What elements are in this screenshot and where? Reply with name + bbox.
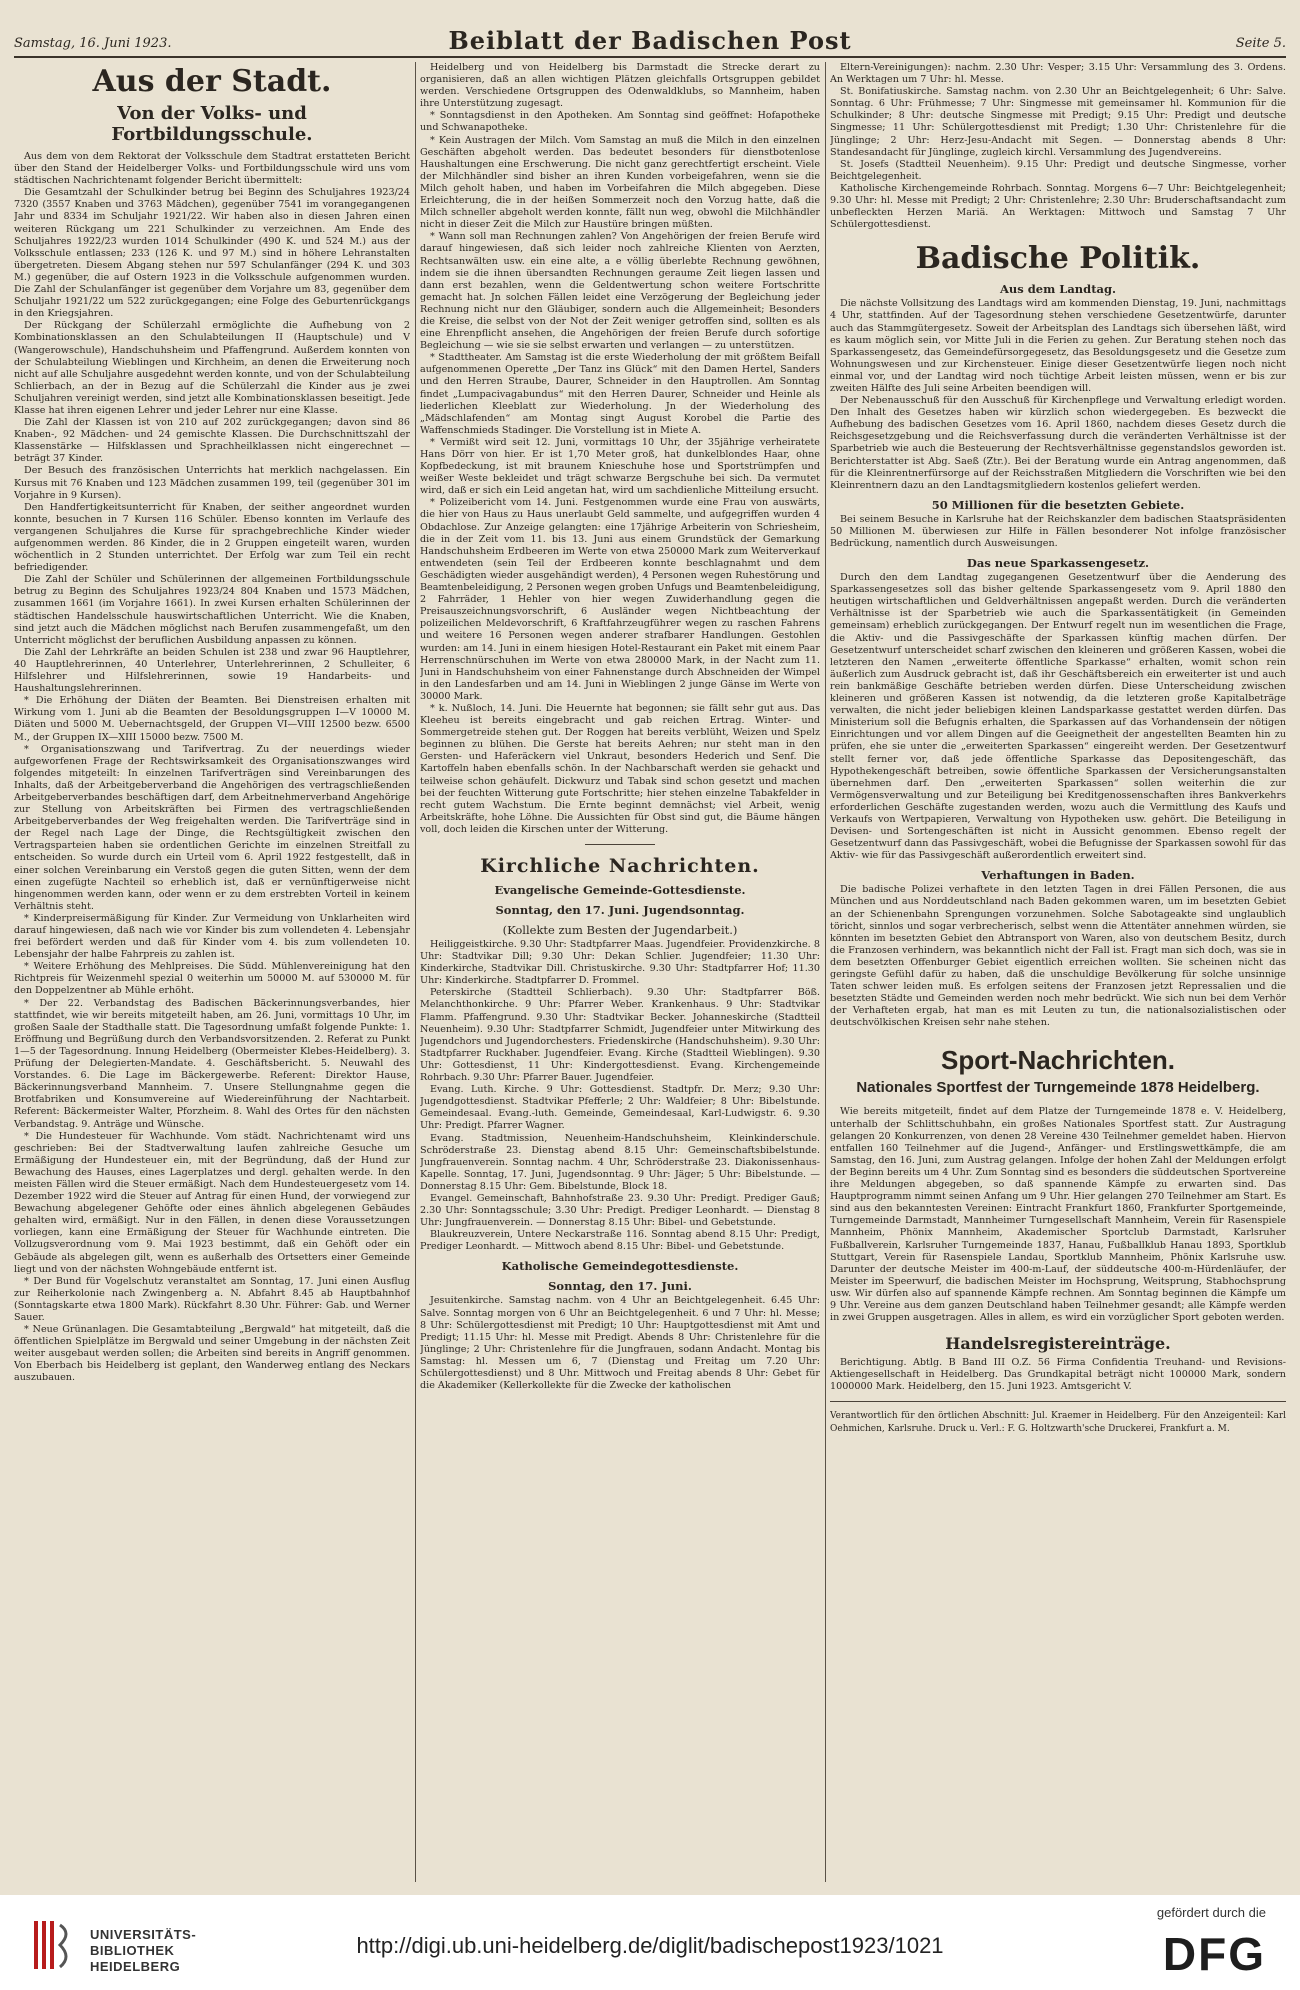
paragraph: Jesuitenkirche. Samstag nachm. von 4 Uhr an Beichtgelegenheit. 6.45 Uhr: Salve. Sonntag morgen von 6 Uhr an Beichtgelegenheit. 6 und 7 Uhr: hl. Messe; 8 Uhr: Schülergottesdienst mit Predigt; 10 Uhr: Hauptgottesdienst mit Amt und Predigt; 11.15 Uhr: hl. Messe mit Predigt. Abends 8 Uhr: Christenlehre für die Jünglinge; 2 Uhr: Christenlehre für die Jungfrauen, sodann Andacht. Montag bis Samstag: hl. Messen um 6, 7 (Dienstag und Freitag um 7.20 Uhr: Schülergottesdienst) und 8 Uhr. Mittwoch und Freitag abends 8 Uhr: Gebet für die Akademiker (Kellerkollekte für die Zwecke der katholischen — [420, 1295, 820, 1392]
catholic-day: Sonntag, den 17. Juni. — [548, 1279, 692, 1294]
paragraph: Die Zahl der Schüler und Schülerinnen der allgemeinen Fortbildungsschule betrug zu Beginn des Schuljahres 1923/24 804 Knaben und 1573 Mädchen, zusammen 1661 (im Vorjahre 1661). In zwei Kursen erhalten Schülerinnen der städtischen Handelsschule hauswirtschaftlichen Unterricht. Wie die Knaben, sind jetzt auch die Mädchen möglichst nach Berufen zusammengefaßt, um den Unterricht möglichst der beruflichen Ausbildung anpassen zu können. — [14, 574, 410, 646]
section-heading-sport: Sport-Nachrichten. — [940, 1045, 1176, 1076]
section-heading-register: Handelsregistereinträge. — [945, 1334, 1171, 1354]
logo-text-line3: HEIDELBERG — [90, 1959, 181, 1974]
column-3 — [830, 62, 1286, 1882]
paragraph: Blaukreuzverein, Untere Neckarstraße 116. Sonntag abend 8.15 Uhr: Predigt, Prediger Leonhardt. — Mittwoch abend 8.15 Uhr: Bibel- und Gebetstunde. — [420, 1229, 820, 1253]
verhaftung-article — [830, 884, 1286, 1029]
viewer-footer — [0, 1895, 1300, 1990]
paragraph: Die badische Polizei verhaftete in den letzten Tagen in drei Fällen Personen, die aus München und aus Norddeutschland nach Baden gekommen waren, um im besetzten Gebiet an der Schienenbahn Sprengungen vorzunehmen. Solche Sabotageakte sind unglaublich töricht, sinnlos und sogar verbrecherisch, selbst wenn die Attentäter annehmen würden, sie könnten im besetzten Gebiet den Abtransport von Waren, also von deutschem Besitz, durch die Franzosen verhindern, was bekanntlich nicht der Fall ist. Fragt man sich doch, was sie in dem besetzten Offenburger Gebiet eigentlich erreichen wollten. Sie scheinen nicht das geringste Gefühl dafür zu haben, daß die unschuldige Bevölkerung für solche unsinnige Taten schwer leiden muß. Es erfolgen seitens der Franzosen jetzt Repressalien und die besetzten Städte und Gemeinden werden noch mehr bedrückt. Wie sich nun bei dem Verhör der Verhafteten ergab, hat man es mit Leuten zu tun, die nationalsozialistischen oder deutschvölkischen Kreisen sehr nahe stehen. — [830, 884, 1286, 1029]
paragraph: Evang. Stadtmission, Neuenheim-Handschuhsheim, Kleinkinderschule. Schröderstraße 23. Dienstag abend 8.15 Uhr: Gemeinschaftsbibelstunde. Jungfrauenverein. Sonntag nachm. 4 Uhr, Schröderstraße 23. Diakonissenhaus-Kapelle. Sonntag, 17. Juni, Jugendsonntag. 9 Uhr: Jäger; 5 Uhr: Bibelstunde. — Donnerstag 8.15 Uhr: Gem. Bibelstunde, Block 18. — [420, 1132, 820, 1192]
paragraph: St. Josefs (Stadtteil Neuenheim). 9.15 Uhr: Predigt und deutsche Singmesse, vorher Beichtgelegenheit. — [830, 158, 1286, 182]
paragraph: * Polizeibericht vom 14. Juni. Festgenommen wurde eine Frau von auswärts, die hier von Haus zu Haus unerlaubt Geld sammelte, und aufgegriffen wurden 4 Obdachlose. Zur Anzeige gelangten: eine 17jährige Arbeiterin von Schriesheim, die in der Zeit vom 11. bis 13. Juni aus einem Grundstück der Gemarkung Handschuhsheim Erdbeeren im Werte von etwa 250000 Mark zum Weiterverkauf entwendeten (sein Teil der Erdbeeren konnte beschlagnahmt und dem Geschädigten wieder ausgehändigt werden), 4 Personen wegen Ruhestörung und Beamtenbeleidigung, 2 Personen wegen groben Unfugs und Beamtenbeleidigung, 2 Fahrräder, 1 Hehler von hier wegen Zuwiderhandlung gegen die Preisauszeichnungsvorschrift, 6 Ausländer wegen Nichtbeachtung der polizeilichen Meldevorschrift, 6 Kraftfahrzeugführer wegen zu raschen Fahrens und weitere 16 Personen wegen anderer strafbarer Handlungen. Gestohlen wurden: am 14. Juni in einem hiesigen Hotel-Restaurant ein Paket mit einem Paar Herrenschnürschuhen im Werte von etwa 280000 Mark, in der Nacht zum 11. Juni in Handschuhsheim von einer Fahnenstange durch Abschneiden der Wimpel in den Landesfarben und am 14. Juni in Wieblingen 2 junge Gänse im Werte von 30000 Mark. — [420, 497, 820, 702]
sponsor-label: gefördert durch die — [1156, 1905, 1266, 1920]
imprint: Verantwortlich für den örtlichen Abschnitt: Jul. Kraemer in Heidelberg. Für den Anzeigenteil: Karl Oehmichen, Karlsruhe. Druck u. Verl.: F. G. Holtzwarth'sche Druckerei, Frankfurt a. M. — [830, 1411, 1286, 1434]
column-rule — [415, 62, 416, 1882]
millionen-title: 50 Millionen für die besetzten Gebiete. — [931, 497, 1185, 512]
sparkasse-article — [830, 572, 1286, 862]
catholic-services-cont — [830, 62, 1286, 231]
paragraph: Wie bereits mitgeteilt, findet auf dem Platze der Turngemeinde 1878 e. V. Heidelberg, unterhalb der Schlittschuhbahn, ein großes Nationales Sportfest statt. Zur Austragung gelangen 20 Konkurrenzen, von denen 28 Vereine 430 Teilnehmer gemeldet haben. Hiervon entfallen 160 Teilnehmer auf die Jugend-, Anfänger- und Erstlingswettkämpfe, die am Samstag, den 16. Juni, zum Austrag gelangen. Infolge der hohen Zahl der Meldungen erfolgt der Beginn bereits um 4 Uhr. Zum Sonntag sind es besonders die süddeutschen Sportvereine ihre Meldungen abgegeben, so daß spannende Kämpfe zu erwarten sind. Das Hauptprogramm nimmt seinen Anfang um 9 Uhr. Hier gelangen 270 Teilnehmer am Start. Es sind aus den bekanntesten Vereinen: Eintracht Frankfurt 1860, Frankfurter Sportgemeinde, Turngemeinde Darmstadt, Mannheimer Turngesellschaft Mannheim, Verein für Rasenspiele Mannheim, Phönix Mannheim, Akademischer Sportclub Darmstadt, Karlsruher Fußballverein, Karlsruher Turngemeinde 1837, Hanau, Fußballklub Hanau 1893, Sportklub Stuttgart, Verein für Rasenspiele Landau, Sportklub Mannheim, Phönix Karlsruhe usw. Darunter der deutsche Meister im 400-m-Lauf, der süddeutsche 400-m-Hürdenläufer, der Meister im Speerwurf, die badischen Meister im Hochsprung, Weitsprung, Stabhochsprung usw. Wir dürfen also auf spannende Kämpfe rechnen. Am Sonntag beginnen die Kämpfe um 9 Uhr. Vereine aus dem ganzen Deutschland haben Teilnehmer gesandt; alle Kämpfe werden in zwei Gruppen ausgetragen. Alles in allem, es wird ein vorzüglicher Sport geboten werden. — [830, 1106, 1286, 1324]
paragraph: * Neue Grünanlagen. Die Gesamtabteilung „Bergwald“ hat mitgeteilt, daß die öffentlichen Spielplätze im Bergwald und seiner Umgebung in der nächsten Zeit weiter ausgebaut werden sollen; die Arbeiten sind bereits in Angriff genommen. Von Eberbach bis Heidelberg ist geplant, den Wanderweg entlang des Neckars auszubauen. — [14, 1324, 410, 1384]
paragraph: * Die Hundesteuer für Wachhunde. Vom städt. Nachrichtenamt wird uns geschrieben: Bei der Stadtverwaltung laufen zahlreiche Gesuche um Ermäßigung der Hundesteuer ein, mit der Begründung, daß der Hund zur Bewachung des Hauses, eines Lagerplatzes und dergl. gehalten werde. In den meisten Fällen wird die Steuer ermäßigt. Nach dem Hundesteuergesetz vom 14. Dezember 1922 wird die Steuer auf Antrag für einen Hund, der vorwiegend zur Bewachung abgelegener Gehöfte oder eines ähnlich abgelegenen Gebäudes gehalten wird, ermäßigt. Nur in den Fällen, in denen diese Voraussetzungen vorliegen, kann eine Ermäßigung der Steuer für Wachhunde eintreten. Die Vollzugsverordnung vom 9. Mai 1923 bestimmt, daß ein Gehöft oder ein Gebäude als abgelegen gilt, wenn es außerhalb des Ortsetters einer Gemeinde liegt und von der nächsten Wohngebäude entfernt ist. — [14, 1130, 410, 1275]
paragraph: * Wann soll man Rechnungen zahlen? Von Angehörigen der freien Berufe wird darauf hingewiesen, daß sich leider noch zahlreiche Klienten von Aerzten, Rechtsanwälten usw. ein eine alte, a e völlig überlebte Rechnung gewöhnen, indem sie die ihnen übersandten Rechnungen geraume Zeit liegen lassen und dann erst bezahlen, wenn die Geldentwertung schon weitere Fortschritte gemacht hat. Jn solchen Fällen leidet eine Verzögerung der Begleichung jeder Rechnung nicht nur den Gläubiger, sondern auch die Allgemeinheit; Besonders die Kreise, die selbst von der Not der Zeit weniger getroffen sind, sollten es als eine Ehrenpflicht ansehen, die Angehörigen der freien Berufe durch sofortige Begleichung — wie sie sie selbst erwarten und verlangen — zu unterstützen. — [420, 231, 820, 352]
paragraph: Evangel. Gemeinschaft, Bahnhofstraße 23. 9.30 Uhr: Predigt. Prediger Gauß; 2.30 Uhr: Sonntagsschule; 3.30 Uhr: Predigt. Prediger Leonhardt. — Dienstag 8 Uhr: Jungfrauenverein. — Donnerstag 8.15 Uhr: Bibel- und Gebetstunde. — [420, 1192, 820, 1229]
article-title-schools: Von der Volks- und Fortbildungsschule. — [111, 103, 313, 145]
article-body — [14, 151, 410, 1385]
paragraph: Die Zahl der Klassen ist von 210 auf 202 zurückgegangen; davon sind 86 Knaben-, 92 Mädchen- und 24 gemischte Klassen. Die Durchschnittszahl der Klassenstärke — Hilfsklassen und Sprachheilklassen nicht eingerechnet — beträgt 37 Kinder. — [14, 417, 410, 465]
document-url[interactable]: http://digi.ub.uni-heidelberg.de/diglit/badischepost1923/1021 — [356, 1933, 944, 1958]
paragraph: Der Rückgang der Schülerzahl ermöglichte die Aufhebung von 2 Kombinationsklassen an den Schulabteilungen II (Hauptschule) und V (Wangerowschule), Handschuhsheim und Pfaffengrund. Außerdem konnten von der Schulabteilung Wieblingen und Kirchheim, an denen die Erweiterung noch nicht auf alle Schuljahre ausgedehnt werden konnte, und von der Schulabteilung Schlierbach, an der in Bezug auf die Schülerzahl die Kinder aus je zwei Schuljahren vereinigt werden, sind jetzt alle Kombinationsklassen beseitigt. Jede Klasse hat ihren eigenen Lehrer und jeder Lehrer nur eine Klasse. — [14, 320, 410, 416]
church-subheading: Evangelische Gemeinde-Gottesdienste. — [494, 883, 746, 897]
paragraph: Peterskirche (Stadtteil Schlierbach). 9.30 Uhr: Stadtpfarrer Böß. Melanchthonkirche. 9 Uhr: Pfarrer Weber. Krankenhaus. 9 Uhr: Stadtvikar Flamm. Pfaffengrund. 9.30 Uhr: Stadtvikar Becker. Johanneskirche (Stadtteil Neuenheim). 9.30 Uhr: Stadtpfarrer Schmidt, Jugendfeier unter Mitwirkung des Jugendchors und Jugendorchesters. Friedenskirche (Handschuhsheim). 9.30 Uhr: Stadtpfarrer Ruckhaber. Jugendfeier. Evang. Kirche (Stadtteil Wieblingen). 9.30 Uhr: Gottesdienst, 11 Uhr: Kindergottesdienst. Evang. Kirchengemeinde Rohrbach. 9.30 Uhr: Pfarrer Bauer. Jugendfeier. — [420, 987, 820, 1084]
paragraph: Heiliggeistkirche. 9.30 Uhr: Stadtpfarrer Maas. Jugendfeier. Providenzkirche. 8 Uhr: Stadtvikar Dill; 9.30 Uhr: Dekan Schlier. Jugendfeier; 11.30 Uhr: Kinderkirche, Stadtvikar Dill. Christuskirche. 9.30 Uhr: Stadtpfarrer Hof; 11.30 Uhr: Kinderkirche. Stadtpfarrer D. Frommel. — [420, 939, 820, 987]
column-1 — [14, 62, 410, 1882]
logo-text-line2: BIBLIOTHEK — [90, 1943, 175, 1958]
page-header — [14, 22, 1286, 58]
paragraph: Aus dem von dem Rektorat der Volksschule dem Stadtrat erstatteten Bericht über den Stand der Heidelberger Volks- und Fortbildungsschule wird uns vom städtischen Nachrichtenamt folgender Bericht übermittelt: — [14, 151, 410, 187]
landtag-title: Aus dem Landtag. — [999, 282, 1117, 297]
paragraph: Der Nebenausschuß für den Ausschuß für Kirchenpflege und Verwaltung erledigt worden. Den Inhalt des Gesetzes haben wir kürzlich schon wiedergegeben. Es bezweckt die Aufhebung des badischen Gesetzes vom 16. April 1860, nachdem dieses Gesetz durch die Reichsgesetzgebung und die Reichsverfassung durch die veränderten Verhältnisse ist der Sparbetrieb wie auch die Besteuerung der Rechtsverhältnisse gegenstandslos geworden ist. Berichterstatter ist Abg. Saeß (Ztr.). Bei der Beratung wurde ein Antrag angenommen, daß für die Kleinrentnerfürsorge auf der Reichsstraßen Mitgliedern die Vorschriften wie bei den Kleinrentnern dazu an den Landtagsmitgliedern kostenlos geliefert werden. — [830, 395, 1286, 491]
church-services — [420, 939, 820, 1253]
paragraph: * Kein Austragen der Milch. Vom Samstag an muß die Milch in den einzelnen Geschäften abgeholt werden. Das bedeutet besonders für dienstbotenlose Haushaltungen eine Erschwerung. Die nicht ganz gerechtfertigt erscheint. Viele der Milchhändler sind bisher an ihren Kunden vorbeigefahren, wenn sie die Milch geholt haben, und haben im Vorbeifahren die Milch abgegeben. Diese Erleichterung, die in der heißen Sommerzeit noch den Vorzug hatte, daß die Milch schneller abgeholt werden konnte, fällt nun weg, obwohl die Milchhändler nicht in dieser Zeit die Milch zur Haustüre bringen müßten. — [420, 134, 820, 231]
paragraph: St. Bonifatiuskirche. Samstag nachm. von 2.30 Uhr an Beichtgelegenheit; 6 Uhr: Salve. Sonntag. 6 Uhr: Frühmesse; 7 Uhr: Singmesse mit gemeinsamer hl. Kommunion für die Schulkinder; 8 Uhr: deutsche Singmesse mit Predigt; 9.15 Uhr: Predigt und deutsche Singmesse; 11 Uhr: Schülergottesdienst mit Predigt; 1.30 Uhr: Christenlehre für die Jünglinge; 2 Uhr: Herz-Jesu-Andacht mit Segen. — Donnerstag abends 8 Uhr: Standesandacht für Jünglinge, zugleich kirchl. Versammlung des Jugendvereins. — [830, 86, 1286, 158]
sparkasse-title: Das neue Sparkassengesetz. — [966, 556, 1150, 571]
dfg-sponsor[interactable] — [1146, 1905, 1266, 1979]
sport-subheading: Nationales Sportfest der Turngemeinde 1878 Heidelberg. — [856, 1079, 1260, 1097]
paragraph: * Der Bund für Vogelschutz veranstaltet am Sonntag, 17. Juni einen Ausflug zur Reiherkolonie nach Zwingenberg a. N. Abfahrt 8.45 ab Hauptbahnhof (Sonntagskarte etwa 1800 Mark). Rückfahrt 8.30 Uhr. Führer: Gab. und Werner Sauer. — [14, 1275, 410, 1323]
paragraph: * k. Nußloch, 14. Juni. Die Heuernte hat begonnen; sie fällt sehr gut aus. Das Kleeheu ist bereits eingebracht und gab reichen Ertrag. Winter- und Sommergetreide stehen gut. Der Roggen hat bereits verblüht, Weizen und Spelz beginnen zu blühen. Die Gerste hat bereits Aehren; nur steht man in den Gersten- und Haferäckern viel Unkraut, besonders Hederich und Senf. Die Kartoffeln haben ebenfalls schön. In der Nachbarschaft werden sie gehackt und teilweise schon gehäufelt. Dickwurz und Tabak sind schon gesetzt und machen bei der feuchten Witterung gute Fortschritte; hier stehen einzelne Tabakfelder in recht gutem Wachstum. Die Ernte beginnt demnächst; viel Arbeit, wenig Arbeitskräfte, hohe Löhne. Die Aussichten für Obst sind gut, die Bäume hängen voll, doch leiden die Kirschen unter der Witterung. — [420, 702, 820, 835]
page-number: Seite 5. — [1235, 36, 1286, 51]
divider — [585, 844, 655, 845]
paragraph: * Die Erhöhung der Diäten der Beamten. Bei Dienstreisen erhalten mit Wirkung vom 1. Juni ab die Beamten der Besoldungsgruppen I—V 10000 M. Diäten und 5000 M. Uebernachtsgeld, der Gruppen VI—VIII 12500 bezw. 6500 M., der Gruppen IX—XIII 15000 bezw. 7500 M. — [14, 695, 410, 743]
issue-date: Samstag, 16. Juni 1923. — [14, 36, 172, 51]
paragraph: Der Besuch des französischen Unterrichts hat merklich nachgelassen. Ein Kursus mit 76 Knaben und 123 Mädchen zusammen 199, teil (gegenüber 301 im Vorjahre in 9 Kursen). — [14, 465, 410, 501]
paragraph: Heidelberg und von Heidelberg bis Darmstadt die Strecke derart zu organisieren, daß an allen wichtigen Plätzen gleichfalls Ortsgruppen gebildet werden. Verschiedene Ortsgruppen des Odenwaldklubs, so Mannheim, haben ihre Unterstützung zugesagt. — [420, 62, 820, 110]
church-note: (Kollekte zum Besten der Jugendarbeit.) — [502, 923, 738, 937]
paragraph: Den Handfertigkeitsunterricht für Knaben, der seither angeordnet wurden konnte, besuchen in 7 Kursen 116 Schüler. Ebenso konnten im Verlaufe des vergangenen Schuljahres die Kurse für sprachgebrechliche Kinder wieder aufgenommen werden. 86 Kinder, die in 2 Gruppen eingeteilt waren, wurden wöchentlich in 2 Stunden unterrichtet. Der Erfolg war zum Teil ein recht befriedigender. — [14, 501, 410, 574]
register-entry — [830, 1357, 1286, 1393]
paragraph: * Stadttheater. Am Samstag ist die erste Wiederholung der mit größtem Beifall aufgenommenen Operette „Der Tanz ins Glück“ mit den Damen Hertel, Sanders und den Herren Straube, Daurer, Schneider in den Hauptrollen. Am Sonntag findet „Lumpacivagabundus“ mit den Herren Daurer, Schneider und Heinle als liederlichen Kleeblatt zur Wiederholung. Jn der Wiederholung des „Mädschlafenden“ am Montag singt August Korobel die Partie des Waffenschmieds Stadinger. Die Vorstellung ist in Miete A. — [420, 352, 820, 436]
millionen-article — [830, 514, 1286, 550]
catholic-services — [420, 1295, 820, 1392]
paragraph: Bei seinem Besuche in Karlsruhe hat der Reichskanzler dem badischen Staatspräsidenten 50 Millionen M. überwiesen zur Hilfe in Fällen besonderer Not infolge französischer Bedrückung, namentlich durch Ausweisungen. — [830, 513, 1286, 549]
sport-article — [830, 1106, 1286, 1324]
paragraph: * Kinderpreisermäßigung für Kinder. Zur Vermeidung von Unklarheiten wird darauf hingewiesen, daß nach wie vor Kinder bis zum vollendeten 4. Lebensjahr frei befördert werden und daß für Kinder vom 4. bis zum vollendeten 10. Lebensjahr der halbe Fahrpreis zu zahlen ist. — [14, 912, 410, 961]
paragraph: * Weitere Erhöhung des Mehlpreises. Die Südd. Mühlenvereinigung hat den Richtpreis für Weizenmehl spezial 0 weiterhin um 50000 M. auf 530000 M. für den Doppelzentner ab Mühle erhöht. — [14, 961, 410, 997]
section-heading-city: Aus der Stadt. — [92, 64, 332, 99]
column-rule — [825, 62, 826, 1882]
paragraph: Katholische Kirchengemeinde Rohrbach. Sonntag. Morgens 6—7 Uhr: Beichtgelegenheit; 9.30 Uhr: hl. Messe mit Predigt; 2 Uhr: Christenlehre; 2.30 Uhr: Bruderschaftsandacht zum unbefleckten Herzen Mariä. An Werktagen: Mittwoch und Samstag 7 Uhr Schülergottesdienst. — [830, 182, 1286, 231]
local-news — [420, 62, 820, 836]
column-2 — [420, 62, 820, 1882]
paragraph: * Vermißt wird seit 12. Juni, vormittags 10 Uhr, der 35jährige verheiratete Hans Dörr von hier. Er ist 1,70 Meter groß, hat dunkelblondes Haar, ohne Kopfbedeckung, ist mit braunem Knieschuhe hose und Sportstrümpfen und weißer Weste bekleidet und trägt schwarze Bergschuhe bei sich. Da vermutet wird, daß er sich ein Leid angetan hat, wird um sachdienliche Mitteilung ersucht. — [420, 436, 820, 497]
verhaftung-title: Verhaftungen in Baden. — [981, 868, 1135, 883]
paragraph: Die Gesamtzahl der Schulkinder betrug bei Beginn des Schuljahres 1923/24 7320 (3557 Knaben und 3763 Mädchen), gegenüber 7541 im vorangegangenen Jahr und 8334 im Schuljahr 1921/22. Wir haben also in diesen Jahren einen weiteren Rückgang um 221 Schulkinder zu verzeichnen. Am Ende des Schuljahres 1922/23 wurden 1014 Schulkinder (490 K. und 524 M.) aus der Volksschule entlassen; 233 (126 K. und 97 M.) sind in höhere Lehranstalten übergetreten. Diesem Abgang stehen nur 597 Schulanfänger (294 K. und 303 M.) gegenüber, die auf Ostern 1923 in die Volksschule aufgenommen wurden. Die Zahl der Schulanfänger ist gegenüber dem Vorjahre um 83, gegenüber dem Schuljahr 1921/22 um 522 zurückgegangen; eine Folge des Geburtenrückgangs in den Kriegsjahren. — [14, 187, 410, 320]
paragraph: Eltern-Vereinigungen): nachm. 2.30 Uhr: Vesper; 3.15 Uhr: Versammlung des 3. Ordens. An Werktagen um 7 Uhr: hl. Messe. — [830, 62, 1286, 86]
church-day: Sonntag, den 17. Juni. Jugendsonntag. — [495, 903, 745, 917]
divider — [830, 1401, 1286, 1402]
section-heading-church: Kirchliche Nachrichten. — [480, 855, 760, 877]
paragraph: * Der 22. Verbandstag des Badischen Bäckerinnungsverbandes, hier stattfindet, wie wir bereits mitgeteilt haben, am 26. Juni, vormittags 10 Uhr, im großen Saale der Stadthalle statt. Die Tagesordnung umfaßt folgende Punkte: 1. Eröffnung und Begrüßung durch den Verbandsvorsitzenden. 2. Referat zu Punkt 1—5 der Tagesordnung. Innung Heidelberg (Obermeister Klebes-Heidelberg). 3. Prüfung der Delegierten-Mandate. 4. Geschäftsbericht. 5. Neuwahl des Vorstandes. 6. Die Lage im Bäckergewerbe. Referent: Direktor Hause, Bäckerinnungsverband Mannheim. 7. Unsere Stellungnahme gegen die Brotfabriken und Konsumvereine auf Wiedereinführung der Nachtarbeit. Referent: Bäckermeister Walter, Pforzheim. 8. Wahl des Ortes für den nächsten Verbandstag. 9. Anträge und Wünsche. — [14, 997, 410, 1130]
catholic-subheading: Katholische Gemeindegottesdienste. — [501, 1259, 739, 1274]
logo-text-line1: UNIVERSITÄTS- — [90, 1927, 197, 1942]
newspaper-title: Beiblatt der Badischen Post — [448, 26, 852, 55]
paragraph: Die nächste Vollsitzung des Landtags wird am kommenden Dienstag, 19. Juni, nachmittags 4 Uhr, stattfinden. Auf der Tagesordnung stehen verschiedene Gesetzentwürfe, darunter auch das Stammgütergesetz. Soweit der Arbeitsplan des Landtags sich übersehen läßt, wird es kaum möglich sein, vor Mitte Juli in die Ferien zu gehen. Zur Beratung stehen noch das Sparkassengesetz, das Gemeindefürsorgegesetz, das Besoldungsgesetz und die Gesetze zum Wohnungswesen und zur Kirchensteuer. Einige dieser Gesetzentwürfe liegen noch nicht einmal vor, und der Landtag wird noch tüchtige Arbeit leisten müssen, wenn er bis zur zweiten Hälfte des Juli seine Arbeiten beendigen will. — [830, 298, 1286, 394]
section-heading-politics: Badische Politik. — [915, 241, 1201, 277]
landtag-article — [830, 298, 1286, 492]
paragraph: * Organisationszwang und Tarifvertrag. Zu der neuerdings wieder aufgeworfenen Frage der Rechtswirksamkeit des Organisationszwanges wird folgendes mitgeteilt: In einzelnen Tarifverträgen sind Vereinbarungen des Inhalts, daß der Arbeitgeberverband die Angehörigen des vertragschließenden Arbeitgeberverbandes beschäftigen darf, dem Arbeitnehmerverband Angehörige zur Stellung von Arbeitskräften bei Firmen des vertragschließenden Arbeitgeberverbandes der Weg freigehalten werden. Die Tarifverträge sind in der Regel nach Lage der Dinge, die Rechtsgültigkeit zwischen den Vertragsparteien haben sie ordentlichen Gerichte im einzelnen Streitfall zu entscheiden. So wurde durch ein Urteil vom 6. April 1922 festgestellt, daß in einer solchen Vereinbarung ein Verstoß gegen die guten Sitten, wenn der dem einen zugefügte Nachteil so erheblich ist, daß er vernünftigerweise nicht hingenommen werden kann, oder wenn er zu dem erstrebten Vorteil in keinem Verhältnis steht. — [14, 743, 410, 912]
paragraph: Berichtigung. Abtlg. B Band III O.Z. 56 Firma Confidentia Treuhand- und Revisions-Aktiengesellschaft in Heidelberg. Das Grundkapital beträgt nicht 100000 Mark, sondern 1000000 Mark. Heidelberg, den 15. Juni 1923. Amtsgericht V. — [830, 1357, 1286, 1393]
dfg-logo: DFG — [1162, 1928, 1266, 1980]
paragraph: * Sonntagsdienst in den Apotheken. Am Sonntag sind geöffnet: Hofapotheke und Schwanapotheke. — [420, 110, 820, 134]
paragraph: Evang. Luth. Kirche. 9 Uhr: Gottesdienst. Stadtpfr. Dr. Merz; 9.30 Uhr: Jugendgottesdienst. Stadtvikar Pfefferle; 2 Uhr: Waldfeier; 8 Uhr: Bibelstunde. Gemeindesaal. Evang.-luth. Gemeinde, Gemeindesaal, Karl-Ludwigstr. 6. 9.30 Uhr: Predigt. Pfarrer Wagner. — [420, 1084, 820, 1132]
paragraph: Die Zahl der Lehrkräfte an beiden Schulen ist 238 und zwar 96 Hauptlehrer, 40 Hauptlehrerinnen, 40 Unterlehrer, Unterlehrerinnen, 2 Schulleiter, 6 Hilfslehrer und Hilfslehrerinnen, sowie 19 Handarbeits- und Haushaltungslehrerinnen. — [14, 646, 410, 695]
paragraph: Durch den dem Landtag zugegangenen Gesetzentwurf über die Aenderung des Sparkassengesetzes soll das bisher geltende Sparkassengesetz vom 9. April 1880 den heutigen wirtschaftlichen und Geldverhältnissen angepaßt werden. Durch die veränderten Verhältnisse ist der Sparbetrieb wie auch die Sparkassentätigkeit (in Gemeinden gemeinsam) erheblich zurückgegangen. Der Entwurf regelt nun im wesentlichen die Frage, die Aktiv- und die Passivgeschäfte der Sparkassen künftig machen dürfen. Der Gesetzentwurf unterscheidet scharf zwischen den kleineren und größeren Kassen, wobei die letzteren den Namen „erweiterte öffentliche Sparkasse“ erhalten, womit schon rein äußerlich zum Ausdruck gebracht ist, daß ihr Geschäftsbereich ein erweiterter ist und auch rein bankmäßige Geschäfte betrieben werden dürfen. Diese Unterscheidung zwischen kleineren und größeren Kassen ist notwendig, da die letzteren große Kapitalbeträge verwalten, die nicht jeder beliebigen kleinen Landsparkasse gestattet werden dürfen. Das Ministerium soll die Befugnis erhalten, die Sparkassen auf das Vorhandensein der nötigen Einrichtungen und vor allem Dingen auf die Geeignetheit der angestellten Beamten hin zu prüfen, ehe sie unter die „erweiterten Sparkassen“ eingereiht werden. Der Gesetzentwurf stellt ferner vor, daß jede öffentliche Sparkasse das Depositengeschäft, das Hypothekengeschäft betreiben, sowie öffentliche Sparkassen der Versicherungsanstalten übernehmen darf. Den „erweiterten Sparkassen“ sollen weiterhin die zur Vermögensverwaltung und zur Beteiligung bei Kreditgenossenschaften ihres Bankverkehrs erforderlichen Geschäfte zugestanden werden, wozu auch die Vermittlung des Kaufs und Verkaufs von Wertpapieren, Verwaltung von Hypotheken usw. gehört. Die Beteiligung in Devisen- und Sortengeschäften ist nicht in Aussicht genommen. Ebenso regelt der Gesetzentwurf dann das Passivgeschäft, wobei die Befugnisse der Sparkassen sowohl für das Aktiv- wie für das Passivgeschäft außerordentlich erweitert sind. — [830, 572, 1286, 862]
